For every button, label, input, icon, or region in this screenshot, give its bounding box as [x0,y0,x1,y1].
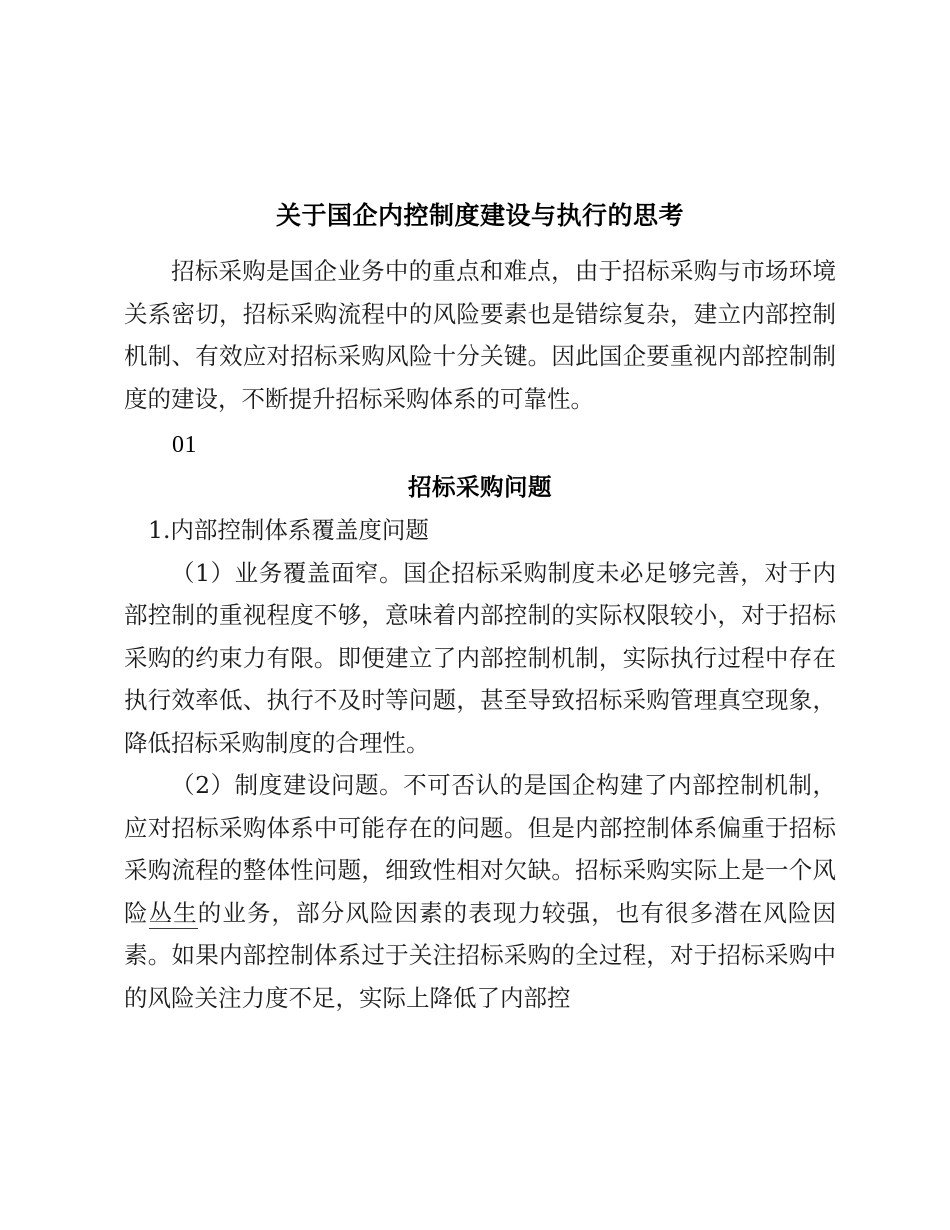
paragraph-2 [124,764,836,1019]
intro-paragraph: 招标采购是国企业务中的重点和难点，由于招标采购与市场环境关系密切，招标采购流程中的风险要素也是错综复杂，建立内部控制机制、有效应对招标采购风险十分关键。因此国企要重视内部控制制度的建设，不断提升招标采购体系的可靠性。 [124,257,836,413]
paragraph-2-emphasis: 丛生 [148,898,198,927]
paragraph-1: （1）业务覆盖面窄。国企招标采购制度未必足够完善，对于内部控制的重视程度不够，意味着内部控制的实际权限较小，对于招标采购的约束力有限。即便建立了内部控制机制，实际执行过程中存在执行效率低、执行不及时等问题，甚至导致招标采购管理真空现象，降低招标采购制度的合理性。 [124,558,836,757]
section-heading: 招标采购问题 [408,474,552,501]
page-title: 关于国企内控制度建设与执行的思考 [275,203,684,230]
document-content [124,196,836,1019]
sub-heading-1: 1.内部控制体系覆盖度问题 [148,516,429,544]
paragraph-2-text-after: 的业务，部分风险因素的表现力较强，也有很多潜在风险因素。如果内部控制体系过于关注招标采购的全过程，对于招标采购中的风险关注力度不足，实际上降低了内部控 [124,898,837,1012]
section-number: 01 [172,432,197,458]
paragraph-2-text-before: （2）制度建设问题。不可否认的是国企构建了内部控制机制，应对招标采购体系中可能存在的问题。但是内部控制体系偏重于招标采购流程的整体性问题，细致性相对欠缺。招标采购实际上是一个风险 [124,771,836,927]
